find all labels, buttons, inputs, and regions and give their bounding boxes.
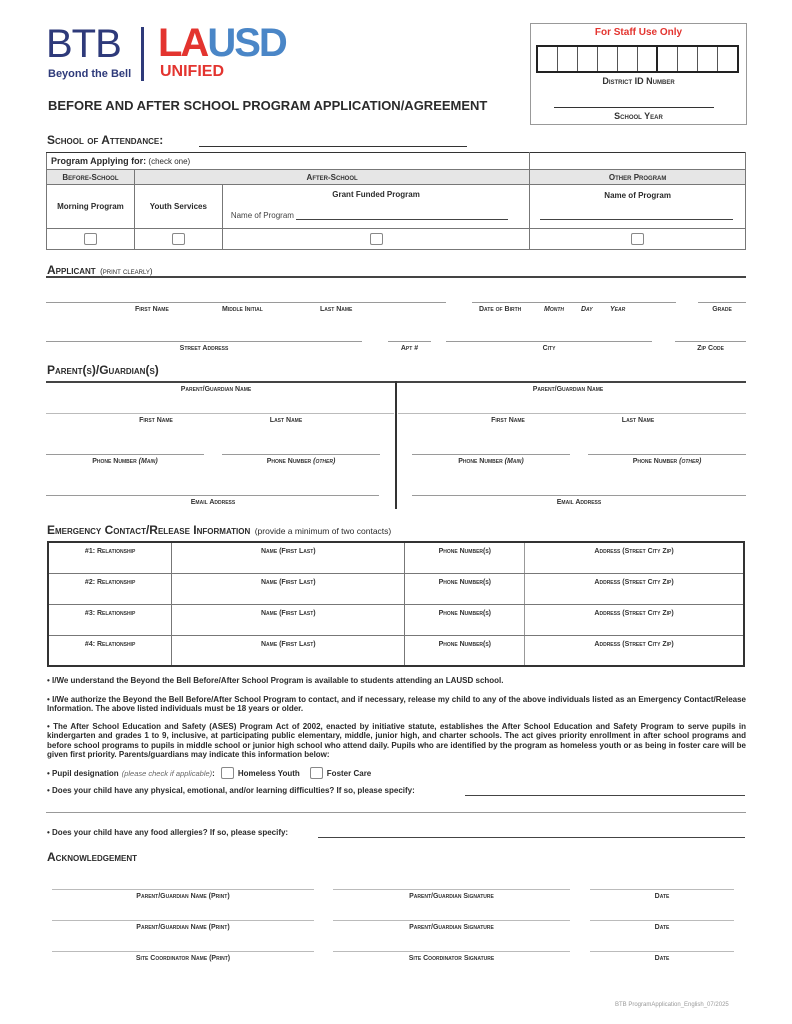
parent-phone-other-input[interactable] [222, 454, 380, 455]
foster-care-checkbox[interactable] [310, 767, 323, 779]
ack-print-name-input[interactable] [52, 920, 314, 921]
youth-services-checkbox[interactable] [172, 233, 185, 245]
city-input[interactable] [446, 341, 652, 342]
difficulties-input[interactable] [465, 795, 745, 796]
lausd-logo-la: LA [158, 21, 208, 65]
emergency-contacts-table [47, 541, 745, 667]
school-of-attendance-input[interactable] [199, 146, 467, 147]
staff-use-title: For Staff Use Only [594, 27, 683, 38]
parent-phone-other-label: Phone Number (other) [266, 458, 336, 465]
ack-signature-label: Site Coordinator Signature [408, 955, 495, 962]
parent-email-input[interactable] [412, 495, 746, 496]
emergency-contact-row [48, 542, 744, 573]
parent-first-name-label: First Name [139, 417, 173, 424]
other-name-of-program-label: Name of Program [604, 191, 671, 200]
lausd-logo [158, 20, 338, 84]
parent-phone-main-input[interactable] [412, 454, 570, 455]
pupil-designation-label: • Pupil designation [47, 768, 119, 778]
district-id-digit-cell[interactable] [558, 47, 578, 71]
emergency-hint: (provide a minimum of two contacts) [254, 526, 392, 536]
apt-input[interactable] [388, 341, 431, 342]
pupil-designation-colon: : [212, 768, 215, 778]
ack-date-label: Date [654, 924, 670, 931]
district-id-digit-cell[interactable] [698, 47, 718, 71]
emergency-name-cell[interactable]: Name (First Last) [172, 573, 405, 604]
ack-signature-input[interactable] [333, 951, 570, 952]
emergency-name-cell[interactable]: Name (First Last) [172, 635, 405, 666]
footer-document-id: BTB ProgramApplication_English_07/2025 [615, 1002, 729, 1008]
dob-month-label: Month [544, 306, 564, 313]
after-school-header: After-School [134, 170, 529, 185]
emergency-name-cell[interactable]: Name (First Last) [172, 542, 405, 573]
ack-signature-label: Parent/Guardian Signature [409, 893, 494, 900]
district-id-digit-cell[interactable] [678, 47, 698, 71]
ack-date-input[interactable] [590, 889, 734, 890]
ack-signature-input[interactable] [333, 889, 570, 890]
difficulties-input-line-2[interactable] [46, 812, 746, 813]
emergency-phone-cell[interactable]: Phone Number(s) [405, 573, 525, 604]
first-name-label: First Name [135, 306, 169, 313]
district-id-label: District ID Number [602, 76, 675, 86]
district-id-digit-cell[interactable] [718, 47, 737, 71]
lausd-logo-unified: UNIFIED [160, 63, 224, 80]
parent-guardian-name-label: Parent/Guardian Name [180, 386, 252, 393]
foster-care-label: Foster Care [326, 768, 372, 778]
parents-heading: Parent(s)/Guardian(s) [47, 363, 159, 377]
homeless-youth-checkbox[interactable] [221, 767, 234, 779]
district-id-digit-cell[interactable] [578, 47, 598, 71]
apt-label: Apt # [400, 345, 419, 352]
morning-program-checkbox[interactable] [84, 233, 97, 245]
parent-first-name-label: First Name [491, 417, 525, 424]
morning-program-label: Morning Program [47, 185, 135, 229]
emergency-phone-cell[interactable]: Phone Number(s) [405, 542, 525, 573]
parent-phone-main-label: Phone Number (Main) [458, 458, 524, 465]
program-applying-label: Program Applying for: [51, 156, 147, 166]
statement-release-authorization: • I/We authorize the Beyond the Bell Before/After School Program to contact, and if necessary, release my child to any of the above individuals listed as an Emergency Contact/Release Information. The above listed individuals must be 18 years or older. [47, 695, 746, 714]
applicant-divider [46, 276, 746, 278]
emergency-contact-row [48, 604, 744, 635]
school-year-input[interactable] [554, 107, 714, 108]
dob-year-label: Year [610, 306, 626, 313]
statement-ases-act: • The After School Education and Safety (ASES) Program Act of 2002, enacted by initiative statute, establishes the After School Education and Safety Program to serve pupils in kindergarten and grades 1 to 9, inclusive, at participating public elementary, middle, junior high, and charter schools. The act gives priority enrollment in after school programs and before school programs to pupils in middle school or junior high school who attend daily. Pupils who are identified by the program as homeless youth or as being in foster care will be given first priority. Parents/guardians may indicate this information below: [47, 722, 746, 759]
btb-logo [46, 22, 146, 86]
ack-print-name-label: Parent/Guardian Name (Print) [136, 924, 230, 931]
emergency-relationship-cell[interactable]: #1: Relationship [48, 542, 172, 573]
ack-signature-label: Parent/Guardian Signature [409, 924, 494, 931]
ack-signature-input[interactable] [333, 920, 570, 921]
district-id-digit-cell[interactable] [638, 47, 659, 71]
emergency-contact-row [48, 573, 744, 604]
emergency-phone-cell[interactable]: Phone Number(s) [405, 604, 525, 635]
pupil-designation-hint: (please check if applicable) [121, 768, 213, 778]
ack-print-name-label: Parent/Guardian Name (Print) [136, 893, 230, 900]
youth-services-label: Youth Services [134, 185, 222, 229]
grant-funded-cell [222, 185, 529, 229]
district-id-digit-cell[interactable] [658, 47, 678, 71]
ack-date-input[interactable] [590, 951, 734, 952]
emergency-name-cell[interactable]: Name (First Last) [172, 604, 405, 635]
parents-column-divider [395, 381, 397, 509]
parent-phone-other-label: Phone Number (other) [632, 458, 702, 465]
date-of-birth-label: Date of Birth [479, 306, 522, 313]
emergency-relationship-cell[interactable]: #3: Relationship [48, 604, 172, 635]
program-applying-cell [47, 153, 530, 170]
allergies-question: • Does your child have any food allergies? If so, please specify: [47, 828, 289, 837]
ack-date-label: Date [654, 893, 670, 900]
parent-email-input[interactable] [46, 495, 379, 496]
school-year-label: School Year [614, 111, 663, 121]
emergency-phone-cell[interactable]: Phone Number(s) [405, 635, 525, 666]
parent-email-label: Email Address [556, 499, 602, 506]
parent-phone-main-input[interactable] [46, 454, 204, 455]
acknowledgement-heading: Acknowledgement [47, 850, 137, 864]
logo-divider [141, 27, 144, 81]
ack-print-name-label: Site Coordinator Name (Print) [135, 955, 231, 962]
other-program-cell [530, 185, 746, 229]
parent-column-1 [46, 381, 394, 511]
city-label: City [542, 345, 556, 352]
emergency-heading: Emergency Contact/Release Information (provide a minimum of two contacts) [47, 523, 392, 537]
applicant-heading: Applicant (print clearly) [47, 263, 153, 277]
school-of-attendance-label: School of Attendance: [47, 133, 164, 147]
date-of-birth-input[interactable] [472, 302, 676, 303]
program-applying-hint: (check one) [148, 157, 191, 166]
parent-phone-main-label: Phone Number (Main) [92, 458, 158, 465]
parent-last-name-label: Last Name [621, 417, 655, 424]
other-name-of-program-input[interactable] [540, 219, 733, 220]
emergency-address-cell[interactable]: Address (Street City Zip) [525, 573, 744, 604]
statement-lausd-eligibility: • I/We understand the Beyond the Bell Before/After School Program is available to students attending an LAUSD school. [47, 676, 504, 685]
parent-name-input[interactable] [46, 413, 394, 414]
applicant-hint: (print clearly) [100, 267, 153, 276]
middle-initial-label: Middle Initial [222, 306, 263, 313]
other-program-checkbox[interactable] [631, 233, 644, 245]
btb-logo-text: BTB [46, 22, 121, 66]
staff-use-box [530, 23, 747, 125]
parent-name-input[interactable] [398, 413, 746, 414]
district-id-digit-cell[interactable] [538, 47, 558, 71]
district-id-digit-cell[interactable] [618, 47, 638, 71]
last-name-label: Last Name [320, 306, 353, 313]
ack-date-input[interactable] [590, 920, 734, 921]
btb-logo-subtitle: Beyond the Bell [48, 68, 132, 80]
dob-day-label: Day [581, 306, 593, 313]
parent-last-name-label: Last Name [269, 417, 303, 424]
program-table [46, 152, 746, 250]
parent-phone-other-input[interactable] [588, 454, 746, 455]
parent-guardian-name-label: Parent/Guardian Name [532, 386, 604, 393]
grade-label: Grade [712, 306, 732, 313]
other-program-header: Other Program [530, 170, 746, 185]
emergency-address-cell[interactable]: Address (Street City Zip) [525, 635, 744, 666]
street-address-label: Street Address [179, 345, 229, 352]
emergency-relationship-cell[interactable]: #2: Relationship [48, 573, 172, 604]
ack-print-name-input[interactable] [52, 889, 314, 890]
allergies-input[interactable] [318, 837, 745, 838]
zip-code-input[interactable] [675, 341, 746, 342]
page-title: BEFORE AND AFTER SCHOOL PROGRAM APPLICATION/AGREEMENT [48, 98, 488, 113]
grant-funded-label: Grant Funded Program [332, 190, 420, 199]
difficulties-question: • Does your child have any physical, emotional, and/or learning difficulties? If so, please specify: [47, 786, 415, 795]
zip-code-label: Zip Code [697, 345, 724, 352]
emergency-address-cell[interactable]: Address (Street City Zip) [525, 542, 744, 573]
applicant-name-input[interactable] [46, 302, 446, 303]
before-school-header: Before-School [47, 170, 135, 185]
ack-print-name-input[interactable] [52, 951, 314, 952]
pupil-designation-row [47, 767, 371, 779]
street-address-input[interactable] [46, 341, 362, 342]
homeless-youth-label: Homeless Youth [237, 768, 300, 778]
lausd-logo-usd: USD [207, 21, 286, 65]
ack-date-label: Date [654, 955, 670, 962]
grade-input[interactable] [698, 302, 746, 303]
grant-funded-checkbox[interactable] [370, 233, 383, 245]
emergency-relationship-cell[interactable]: #4: Relationship [48, 635, 172, 666]
emergency-address-cell[interactable]: Address (Street City Zip) [525, 604, 744, 635]
emergency-contact-row [48, 635, 744, 666]
grant-name-of-program-input[interactable] [296, 211, 508, 220]
district-id-input[interactable] [536, 45, 739, 73]
parent-column-2 [398, 381, 746, 511]
grant-name-of-program-label: Name of Program [230, 211, 294, 220]
parent-email-label: Email Address [190, 499, 236, 506]
district-id-digit-cell[interactable] [598, 47, 618, 71]
